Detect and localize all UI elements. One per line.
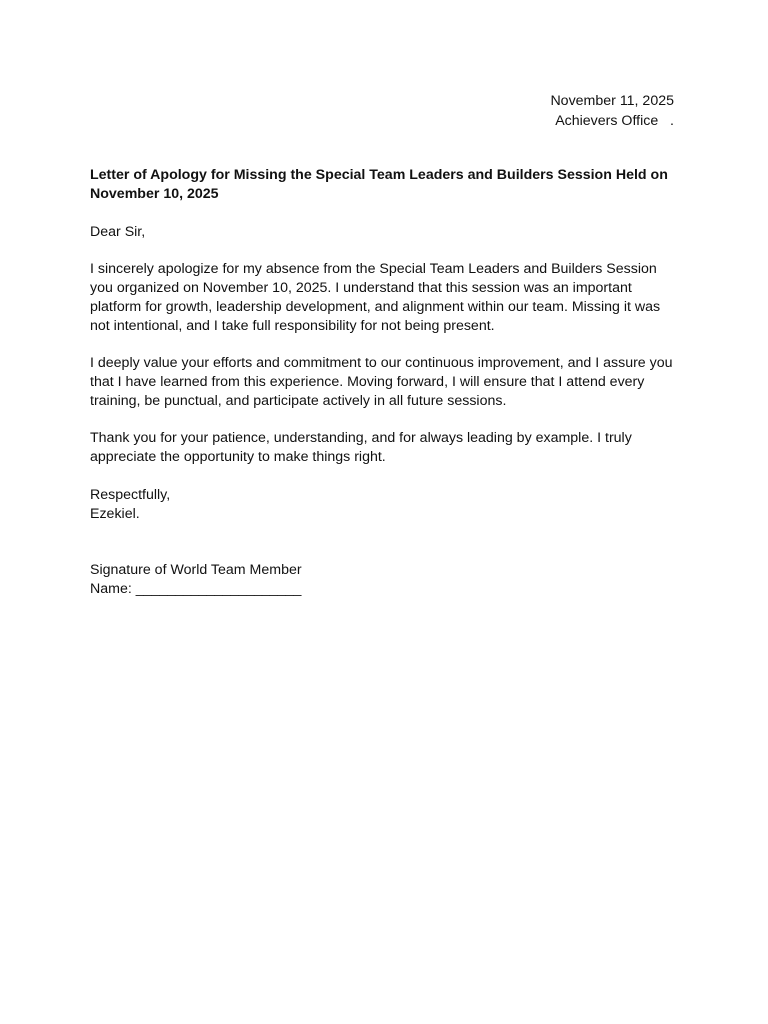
signature-block bbox=[90, 561, 680, 599]
name-line: Name: _____________________ bbox=[90, 580, 302, 597]
recipient-office: Achievers Office . bbox=[555, 113, 674, 129]
paragraph-commitment: I deeply value your efforts and commitment to our continuous improvement, and I assure you that I have learned from this experience. Moving forward, I will ensure that I attend every training, be punctual, and participate actively in all future sessions. bbox=[90, 355, 673, 409]
signature-label: Signature of World Team Member bbox=[90, 561, 302, 578]
salutation: Dear Sir, bbox=[90, 223, 146, 240]
paragraph-thanks: Thank you for your patience, understanding, and for always leading by example. I truly appreciate the opportunity to make things right. bbox=[90, 430, 632, 466]
letter-subject: Letter of Apology for Missing the Special Team Leaders and Builders Session Held on November 10, 2025 bbox=[90, 167, 668, 202]
letter-date: November 11, 2025 bbox=[550, 93, 674, 109]
letter-header bbox=[550, 91, 674, 131]
paragraph-apology: I sincerely apologize for my absence from the Special Team Leaders and Builders Session you organized on November 10, 2025. I understand that this session was an important platform for growth, leadership development, and alignment within our team. Missing it was not intentional, and I take full responsibility for not being present. bbox=[90, 261, 661, 334]
closing-block bbox=[90, 486, 680, 524]
sender-name: Ezekiel. bbox=[90, 505, 140, 522]
closing-phrase: Respectfully, bbox=[90, 486, 171, 503]
letter-body bbox=[90, 166, 680, 599]
